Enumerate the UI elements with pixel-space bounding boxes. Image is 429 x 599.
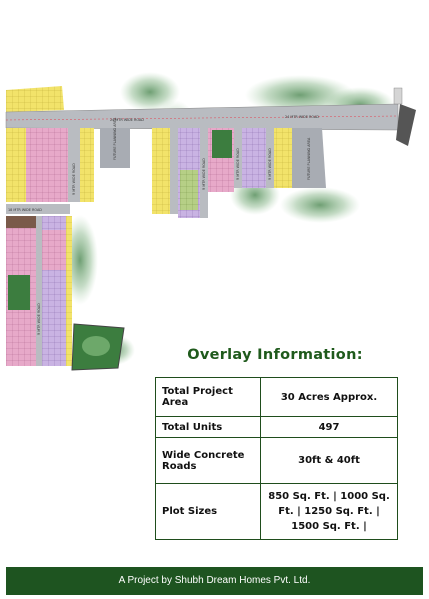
table-row — [156, 378, 398, 417]
row-label-wide-roads: Wide Concrete Roads — [156, 438, 261, 484]
row-value-total-units: 497 — [261, 417, 398, 438]
plot-block — [6, 86, 64, 112]
road-label: FUTURE PLANNING AREA — [307, 137, 311, 180]
park — [8, 275, 30, 310]
road-label: 24 MTR WIDE ROAD — [110, 118, 144, 122]
footer-banner: A Project by Shubh Dream Homes Pvt. Ltd. — [6, 567, 423, 595]
layout-plan-map — [0, 60, 429, 380]
table-row — [156, 438, 398, 484]
row-value-plot-sizes: 850 Sq. Ft. | 1000 Sq. Ft. | 1250 Sq. Ft. | 1500 Sq. Ft. | — [261, 484, 398, 540]
row-value-total-project-area: 30 Acres Approx. — [261, 378, 398, 417]
road-label: 9 MTR WIDE ROAD — [72, 163, 76, 195]
row-label-total-project-area: Total Project Area — [156, 378, 261, 417]
road-label: 18 MTR WIDE ROAD — [8, 208, 42, 212]
park — [212, 130, 232, 158]
row-label-plot-sizes: Plot Sizes — [156, 484, 261, 540]
road-label: 9 MTR WIDE ROAD — [268, 148, 272, 180]
road-label: 9 MTR WIDE ROAD — [202, 158, 206, 190]
road-label: 9 MTR WIDE ROAD — [236, 148, 240, 180]
row-label-total-units: Total Units — [156, 417, 261, 438]
table-row — [156, 484, 398, 540]
overlay-info-table — [155, 377, 398, 540]
road-label: 9 MTR WIDE ROAD — [37, 303, 41, 335]
row-value-wide-roads: 30ft & 40ft — [261, 438, 398, 484]
road-label: FUTURE PLANNING AREA — [113, 117, 117, 160]
entrance-gate — [396, 104, 416, 146]
road-label: 24 MTR WIDE ROAD — [285, 115, 319, 119]
table-row — [156, 417, 398, 438]
main-road — [6, 104, 398, 130]
overlay-title: Overlay Information: — [187, 347, 363, 363]
